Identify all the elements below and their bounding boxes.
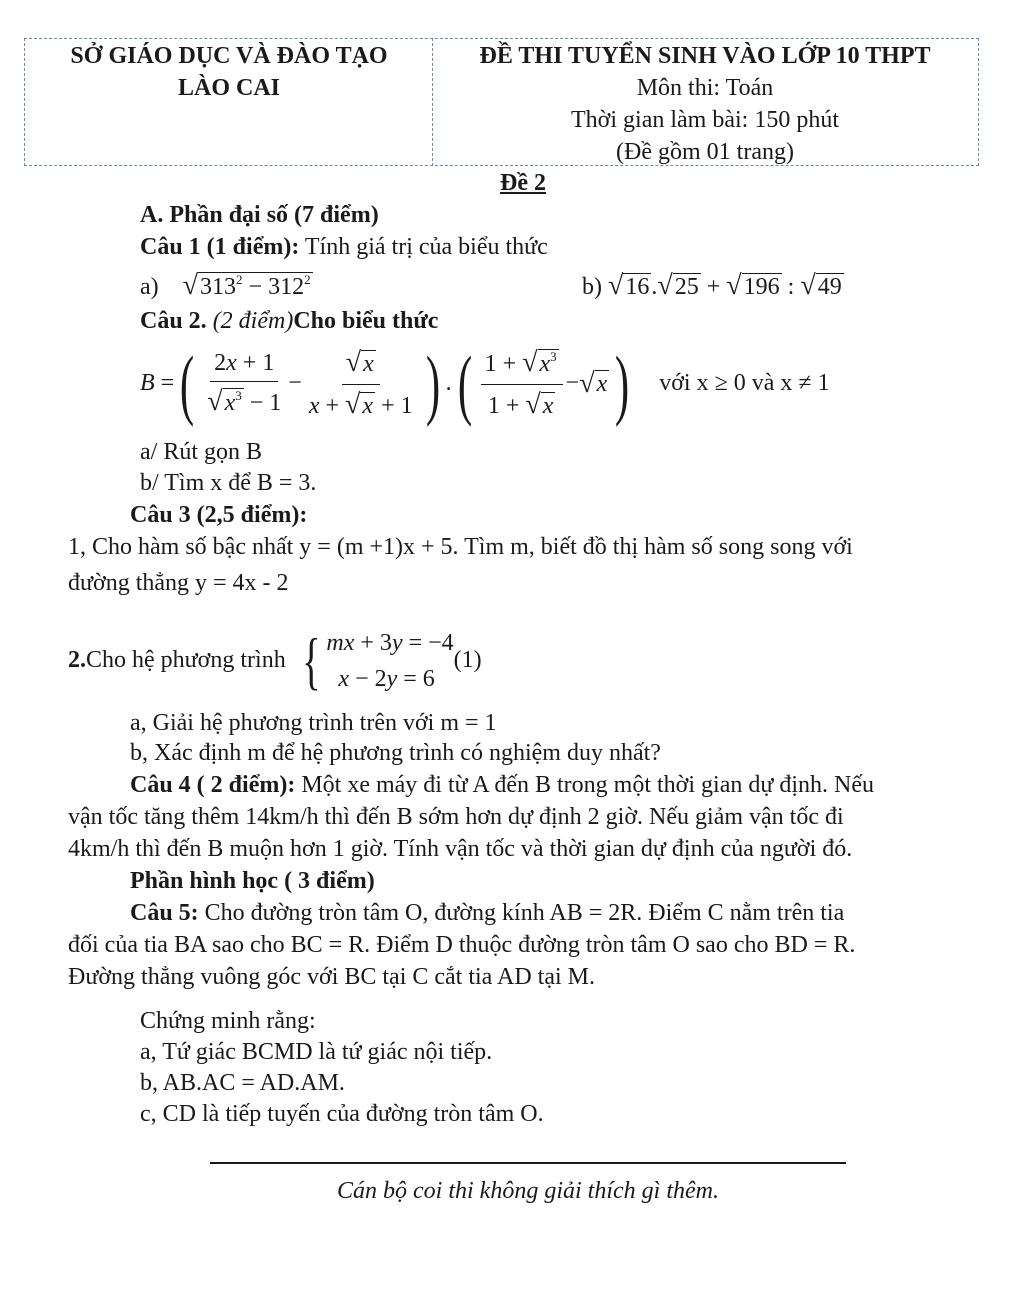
part-a-title: A. Phần đại số (7 điểm) [140, 202, 379, 228]
question-5c: c, CD là tiếp tuyến của đường tròn tâm O. [140, 1101, 544, 1127]
question-3-part2-label: 2. [68, 647, 86, 674]
question-2-points: (2 điểm) [206, 308, 294, 334]
question-5-line3: Đường thẳng vuông góc với BC tại C cắt tia AD tại M. [68, 964, 596, 990]
question-2a: a/ Rút gọn B [140, 439, 263, 465]
question-2b: b/ Tìm x để B = 3. [140, 470, 317, 496]
question-3-label: Câu 3 (2,5 điểm): [130, 502, 308, 528]
exam-page-count: (Đề gồm 01 trang) [616, 139, 794, 165]
question-4-line1: Câu 4 ( 2 điểm): Một xe máy đi từ A đến B trong một thời gian dự định. Nếu [130, 772, 874, 798]
expression-b-condition: với x ≥ 0 và x ≠ 1 [659, 370, 830, 397]
question-3-part2-text: Cho hệ phương trình [86, 647, 286, 674]
question-1b-label: b) [582, 274, 602, 300]
exam-duration: Thời gian làm bài: 150 phút [571, 107, 839, 133]
footer-divider [210, 1162, 846, 1164]
exam-subject: Môn thi: Toán [636, 75, 774, 101]
question-1 [140, 232, 548, 263]
header-left [26, 40, 432, 104]
question-3-2a: a, Giải hệ phương trình trên với m = 1 [130, 710, 497, 736]
province-name: LÀO CAI [177, 75, 280, 101]
question-1a-label: a) [140, 274, 159, 300]
equation-system-ref: (1) [453, 647, 482, 674]
question-3-2b: b, Xác định m để hệ phương trình có nghiệm duy nhất? [130, 740, 661, 766]
expression-1a: $√313^2 - 312^2$ [182, 270, 311, 301]
footer-note: Cán bộ coi thi không giải thích gì thêm. [337, 1178, 719, 1204]
exam-code: Đề 2 [500, 170, 546, 196]
exam-title: ĐỀ THI TUYỂN SINH VÀO LỚP 10 THPT [479, 43, 931, 69]
prove-intro: Chứng minh rằng: [140, 1008, 316, 1034]
question-2-text: Cho biểu thức [293, 308, 439, 334]
equation-system: mx + 3y = −4 x − 2y = 6 [326, 630, 454, 692]
question-5a: a, Tứ giác BCMD là tứ giác nội tiếp. [140, 1039, 493, 1065]
question-5b: b, AB.AC = AD.AM. [140, 1070, 345, 1096]
part-b-title: Phần hình học ( 3 điểm) [130, 868, 375, 894]
question-1b [582, 268, 844, 304]
question-3-part1-line2: đường thẳng y = 4x - 2 [68, 570, 289, 596]
question-1-label: Câu 1 (1 điểm): [140, 234, 300, 260]
question-4-line2: vận tốc tăng thêm 14km/h thì đến B sớm hơn dự định 2 giờ. Nếu giảm vận tốc đi [68, 804, 844, 830]
department-name: SỞ GIÁO DỤC VÀ ĐÀO TẠO [70, 43, 388, 69]
expression-b: B = ( $\frac{2x + 1}{√x^3 - 1}$ − $\frac{√x}{x + √x + 1}$ ) . ( $\frac{1 + √x^3}{1 + √x}$ − √ x ) với x ≥ 0 và x ≠ 1 [140, 340, 830, 427]
header-divider [432, 38, 433, 166]
question-5-label: Câu 5: [130, 900, 199, 926]
question-3-part1-line1: 1, Cho hàm số bậc nhất y = (m +1)x + 5. Tìm m, biết đồ thị hàm số song song với [68, 534, 853, 560]
question-4-label: Câu 4 ( 2 điểm): [130, 772, 296, 798]
expression-1b: √16.√25 + √196 : √49 [608, 270, 842, 301]
question-1-text: Tính giá trị của biểu thức [299, 234, 548, 260]
question-5-line2: đối của tia BA sao cho BC = R. Điểm D thuộc đường tròn tâm O sao cho BD = R. [68, 932, 856, 958]
question-3-part2: 2. Cho hệ phương trình { mx + 3y = −4 x − 2y = 6 (1) [68, 625, 482, 696]
question-5-line1: Câu 5: Cho đường tròn tâm O, đường kính AB = 2R. Điểm C nằm trên tia [130, 900, 845, 926]
question-1a [140, 268, 313, 304]
question-4-line3: 4km/h thì đến B muộn hơn 1 giờ. Tính vận tốc và thời gian dự định của người đó. [68, 836, 853, 862]
question-2 [140, 306, 438, 337]
question-2-label: Câu 2. [140, 308, 207, 334]
header-right [434, 40, 976, 168]
